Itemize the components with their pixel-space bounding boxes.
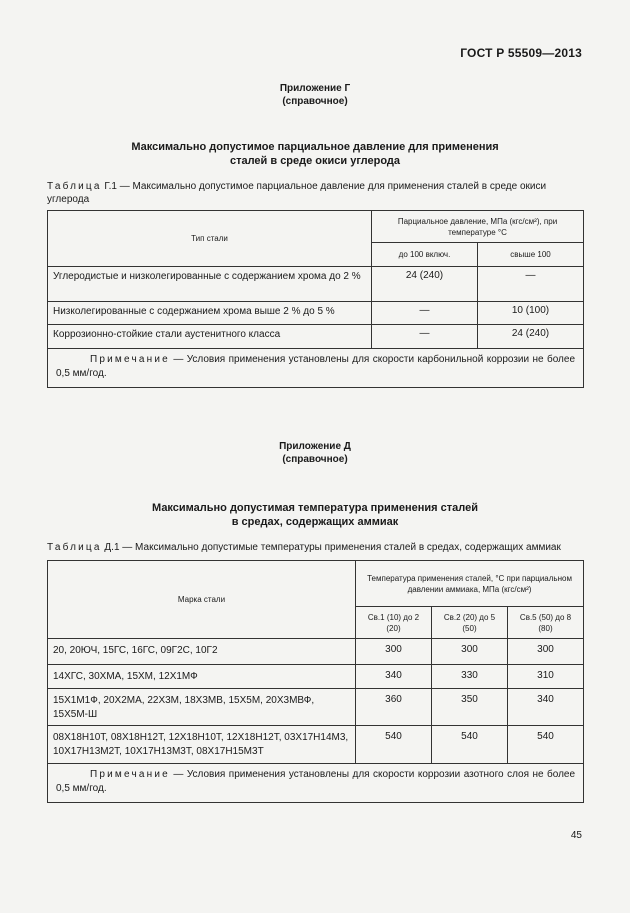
table-g1-header-sub2: свыше 100 (478, 243, 584, 267)
value-cell: — (478, 267, 584, 302)
table-d1-caption-text: Д.1 — Максимально допустимые температуры применения сталей в средах, содержащих аммиак (104, 542, 561, 553)
table-g1-caption-text: Г.1 — Максимально допустимое парциальное давление для применения сталей в среде окиси углерода (47, 181, 547, 205)
value-cell: 540 (432, 726, 508, 764)
table-row (48, 689, 584, 726)
table-g1-header-sub1: до 100 включ. (372, 243, 478, 267)
value-cell: — (372, 302, 478, 325)
steel-type-cell: Коррозионно-стойкие стали аустенитного класса (48, 325, 372, 349)
table-g1-header-steel: Тип стали (48, 211, 372, 267)
table-d1-header-sub3: Св.5 (50) до 8 (80) (508, 607, 584, 639)
table-d1-header-sub1: Св.1 (10) до 2 (20) (356, 607, 432, 639)
table-g1-caption-label: Таблица (47, 181, 102, 192)
steel-grade-cell: 20, 20ЮЧ, 15ГС, 16ГС, 09Г2С, 10Г2 (48, 639, 356, 665)
value-cell: 330 (432, 665, 508, 689)
steel-grade-cell: 15Х1М1Ф, 20Х2МА, 22Х3М, 18Х3МВ, 15Х5М, 20Х3МВФ, 15Х5М-Ш (48, 689, 356, 726)
table-g1-caption (47, 180, 583, 206)
note-text: — Условия применения установлены для скорости карбонильной коррозии не более 0,5 мм/год. (56, 354, 576, 379)
appendix-g-subtitle: (справочное) (282, 96, 348, 107)
value-cell: 360 (356, 689, 432, 726)
table-d1 (47, 560, 584, 803)
value-cell: 24 (240) (478, 325, 584, 349)
appendix-d-subtitle: (справочное) (282, 454, 348, 465)
table-d1-header-temp: Температура применения сталей, °С при парциальном давлении аммиака, МПа (кгс/см²) (356, 561, 584, 607)
appendix-d-heading-line2: в средах, содержащих аммиак (231, 516, 399, 528)
value-cell: 10 (100) (478, 302, 584, 325)
value-cell: 300 (356, 639, 432, 665)
value-cell: 340 (356, 665, 432, 689)
value-cell: 540 (356, 726, 432, 764)
table-row (48, 267, 584, 302)
table-d1-header-sub2: Св.2 (20) до 5 (50) (432, 607, 508, 639)
table-row (48, 665, 584, 689)
steel-grade-cell: 08Х18Н10Т, 08Х18Н12Т, 12Х18Н10Т, 12Х18Н12Т, 03Х17Н14М3, 10Х17Н13М2Т, 10Х17Н13М3Т, 08Х17Н15М3Т (48, 726, 356, 764)
note-label: Примечание (90, 354, 170, 365)
value-cell: 350 (432, 689, 508, 726)
table-g1-header-pressure: Парциальное давление, МПа (кгс/см²), при температуре °С (372, 211, 584, 243)
note-text: — Условия применения установлены для скорости коррозии азотного слоя не более 0,5 мм/год. (56, 769, 576, 794)
page-number: 45 (570, 830, 582, 841)
steel-type-cell: Углеродистые и низколегированные с содержанием хрома до 2 % (48, 267, 372, 302)
appendix-d-heading-line1: Максимально допустимая температура применения сталей (152, 502, 478, 514)
standard-number: ГОСТ Р 55509—2013 (460, 46, 582, 60)
table-d1-note (48, 764, 584, 803)
steel-type-cell: Низколегированные с содержанием хрома выше 2 % до 5 % (48, 302, 372, 325)
value-cell: — (372, 325, 478, 349)
table-d1-caption (47, 541, 583, 554)
table-g1-note (48, 349, 584, 388)
value-cell: 300 (432, 639, 508, 665)
appendix-d-title: Приложение Д (279, 441, 351, 452)
appendix-g-heading-line1: Максимально допустимое парциальное давление для применения (131, 141, 499, 153)
note-label: Примечание (90, 769, 170, 780)
table-row (48, 639, 584, 665)
table-g1 (47, 210, 584, 388)
value-cell: 310 (508, 665, 584, 689)
appendix-g-title: Приложение Г (279, 83, 351, 94)
value-cell: 300 (508, 639, 584, 665)
table-d1-caption-label: Таблица (47, 542, 102, 553)
value-cell: 340 (508, 689, 584, 726)
appendix-g-heading-line2: сталей в среде окиси углерода (229, 155, 401, 167)
table-d1-header-grade: Марка стали (48, 561, 356, 639)
value-cell: 24 (240) (372, 267, 478, 302)
table-row (48, 726, 584, 764)
value-cell: 540 (508, 726, 584, 764)
table-row (48, 302, 584, 325)
table-row (48, 325, 584, 349)
steel-grade-cell: 14ХГС, 30ХМА, 15ХМ, 12Х1МФ (48, 665, 356, 689)
